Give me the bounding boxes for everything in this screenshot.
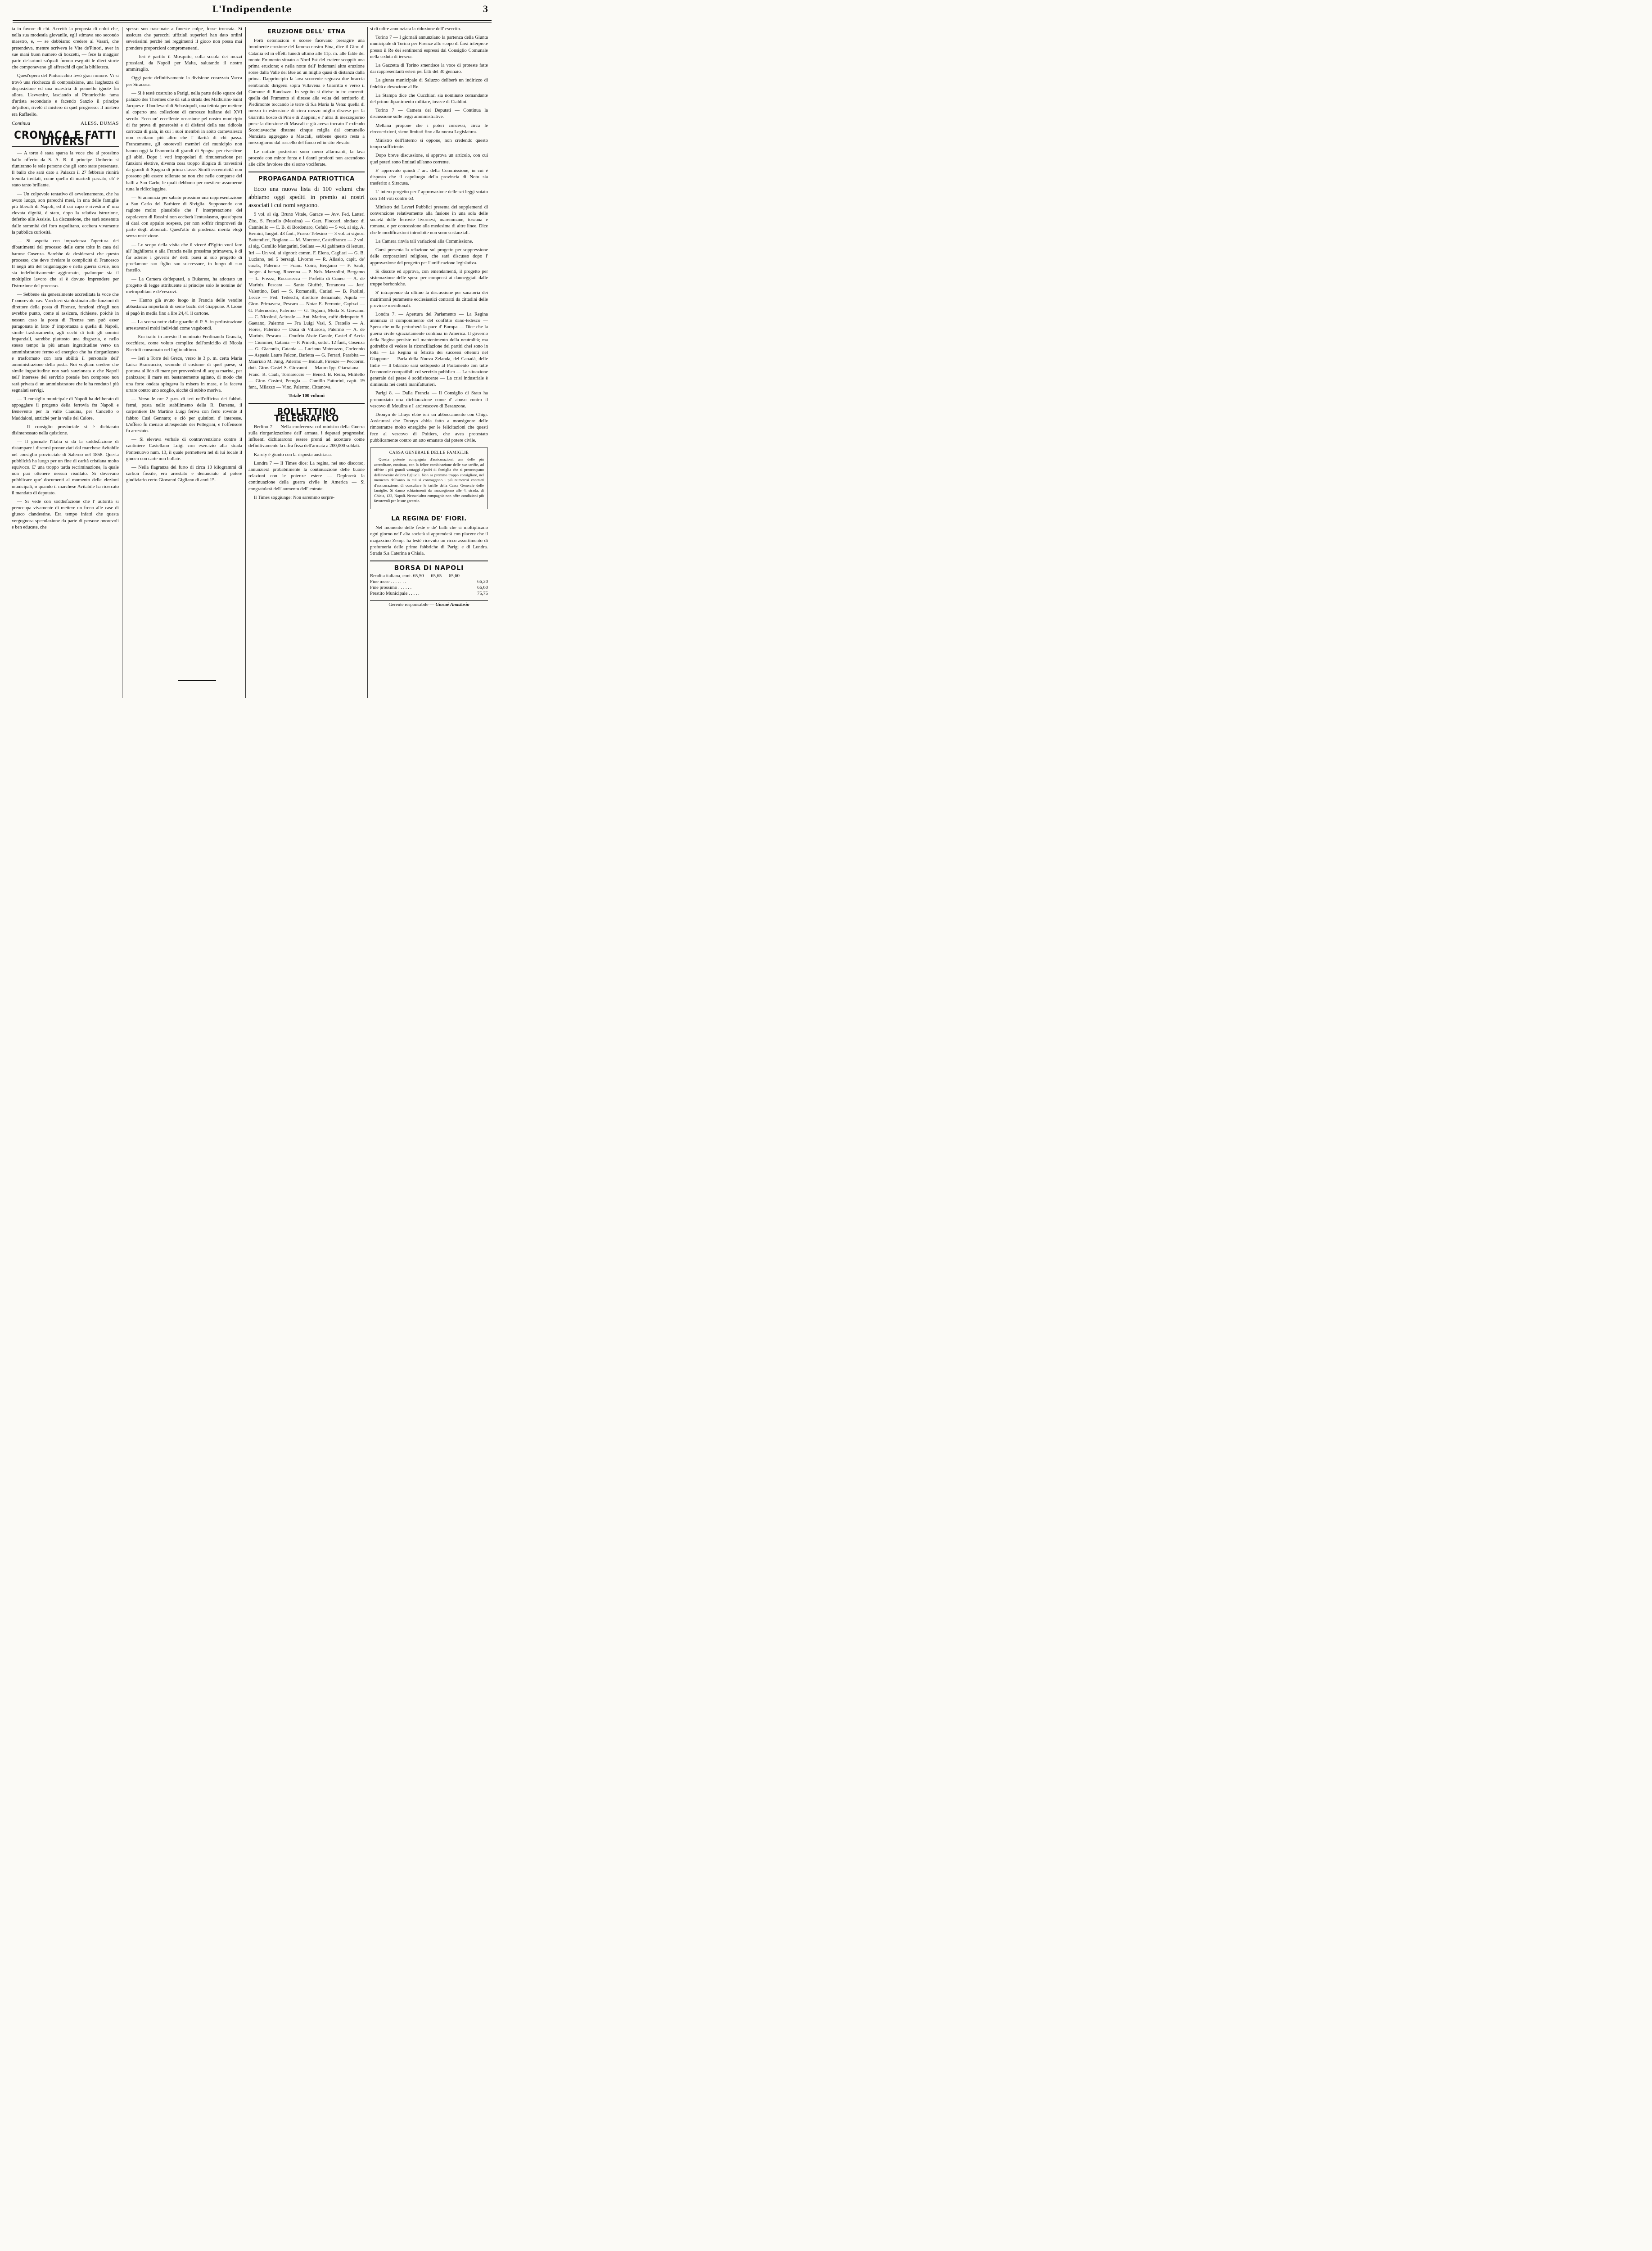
table-row	[370, 591, 488, 597]
serial-signature	[12, 120, 119, 127]
masthead	[13, 3, 492, 18]
insurance-ad-title: CASSA GENERALE DELLE FAMIGLIE	[389, 450, 469, 455]
page-number: 3	[483, 3, 488, 14]
gerente-line	[370, 600, 488, 608]
telegram-item: Parigi 8. — Dalla Francia — Il Consiglio di Stato ha pronunziato una dichiarazione come d' abuso contro il vescovo di Moulins e l' arcivescovo di Besanzone.	[370, 391, 488, 409]
telegram-item: Torino 7 — Camera dei Deputati — Continua la discussione sulle leggi amministrative.	[370, 108, 488, 120]
column-2	[126, 26, 242, 704]
news-item: — La scorsa notte dalle guardie di P. S. in perlustrazione arrestavansi molti individui come vagabondi.	[126, 319, 242, 331]
telegram-item: Corsi presenta la relazione sul progetto per soppressione delle corporazioni religiose, che sarà discusso dopo l' approvazione del progetto per l' unificazione legislativa.	[370, 248, 488, 266]
news-item: — Lo scopo della visita che il viceré d'Egitto vuol fare all' Inghilterra e alla Francia nella prossima primavera, è di far aderire i governi de' detti paesi al suo progetto di proclamare suo figlio suo successore, in luogo di suo fratello.	[126, 242, 242, 273]
telegram-item: La Gazzetta di Torino smentisce la voce di proteste fatte dai rappresentanti esteri pei fatti del 30 gennaio.	[370, 63, 488, 75]
borsa-title: BORSA DI NAPOLI	[394, 565, 464, 572]
news-item: — Era tratto in arresto il nominato Ferdinando Granata, cocchiere, come voluto complice dell'omicidio di Nicola Riccioli consumato nel luglio ultimo.	[126, 334, 242, 353]
telegram-item: Si discute ed approva, con emendamenti, il progetto per sistemazione delle spese per compensi ai danneggiati dalle truppe borboniche.	[370, 269, 488, 287]
telegram-item: Il Times soggiunge: Non saremmo sorpre-	[254, 495, 335, 500]
telegram-item: si di udire annunziata la riduzione dell' esercito.	[370, 27, 461, 32]
telegram-item: Ministro dell'Interno si oppone, non credendo questo tempo sufficiente.	[370, 138, 488, 150]
section-title: CRONACA E FATTI DIVERSI	[12, 132, 119, 147]
news-item: — Ieri a Torre del Greco, verso le 3 p. m. certa Maria Luisa Brancaccio, secondo il costume di quel paese, si portava al lido di mare per provvedersi di acqua marina, per panizzare; il mare era bastantemente agitato, di modo che una forte ondata spingeva la misera in mare, e la faceva urtare contro uno scoglio, sicchè di subito moriva.	[126, 356, 242, 393]
telegram-item: La giunta municipale di Saluzzo deliberò un indirizzo di fedeltà e devozione al Re.	[370, 78, 488, 90]
newspaper-title: L'Indipendente	[212, 4, 292, 14]
etna-paragraph: Le notizie posteriori sono meno allarmanti, la lava procede con minor forza e i danni prodotti non ascendono alle cifre favolose che si sono vociferate.	[248, 149, 365, 167]
news-item: — A torto è stata sparsa la voce che al prossimo ballo offerto da S. A. R. il principe Umberto si riuniranno le sole persone che gli sono state presentate. Il ballo che sarà dato a Palazzo il 27 febbraio riunirà tremila invitati, come quello di martedì passato, ch' è stato tanto brillante.	[12, 151, 119, 188]
telegram-item: Torino 7 — I giornali annunziano la partenza della Giunta municipale di Torino per Firenze allo scopo di farsi interprete presso il Re dei sentimenti espressi dal Consiglio Comunale nella seduta di iersera.	[370, 35, 488, 59]
borsa-label: Prestito Municipale . . . . .	[370, 591, 420, 597]
regina-title: LA REGINA DE' FIORI.	[391, 515, 467, 522]
telegram-item: L' intero progetto per l' approvazione delle sei leggi votato con 184 voti contro 63.	[370, 190, 488, 201]
telegram-item: Londra 7 — Il Times dice: La regina, nel suo discorso, annunzierà probabilmente la continuazione delle buone relazioni con le potenze estere — Deplorerà la continuazione della guerra civile in America — Si congratulerà dell' aumento dell' entrate.	[248, 461, 365, 492]
telegram-item: S' intraprende da ultimo la discussione per sanatoria dei matrimonii puramente ecclesiastici contratti da cittadini delle province meridionali.	[370, 290, 488, 308]
borsa-label: Fine mese . . . . . . .	[370, 579, 406, 585]
regina-text: Nel momento delle feste e de' balli che si moltiplicano ogni giorno nell' alta società si apprenderà con piacere che il magazzino Zempt ha testè ricevuto un ricco assortimento di profumeria delle prime fabbriche di Parigi e di Londra. Strada S.a Caterina a Chiaia.	[370, 525, 488, 556]
news-item: Oggi parte definitivamente la divisione corazzata Vacca per Siracusa.	[126, 76, 242, 87]
serial-paragraph: Quest'opera del Pinturicchio levò gran romore. Vi si trovò una ricchezza di composizione, una larghezza di disposizione ed una maestria di pennello ignote fin allora. L'avvenire, lasciando al Pinturicchio fama d'artista secondario e facendo Sanzio il principe de'pittori, rivelò il mistero di quel progresso: il mistero era Raffaello.	[12, 73, 119, 117]
news-item: — Il consiglio municipale di Napoli ha deliberato di appoggiare il progetto della ferrovia fra Napoli e Benevento per la valle Caudina, per Cancello o Maddaloni, anzichè per la valle del Calore.	[12, 396, 119, 421]
news-item: — Si elevava verbale di contravvenzione contro il cantiniere Castellano Luigi con esercizio alla strada Pontenuovo num. 13, il quale permetteva nel di lui locale il giuoco con carte non bollate.	[126, 437, 242, 461]
borsa-value: 75,75	[477, 591, 488, 597]
propaganda-list: 9 vol. al sig. Bruno Vitale, Garace — Avv. Fed. Latteri Zito, S. Fratello (Messina) — Gaet. Floccari, sindaco di Cannitello — C. B. di Bordonaro, Cefalù — 5 vol. al sig. A. Bernini, luogot. 43 fant., Frasso Telesino — 3 vol. ai signori Battendieri, Rogiano — M. Morcone, Castelfranco — 2 vol. al sig. Camillo Mangarini, Stellata — Al gabinetto di lettura, Itri — Un vol. ai signori: comm. F. Elena, Cagliari — G. B. Luciano, nel 5 bersagl. Livorno — R. Allasio, capit. de' carab., Palermo — Franc. Coira, Bergamo — F. Sauli, luogot. 4 bersag. Ravenna — P. Nob. Mazzolini, Bergamo — L. Frezza, Roccasecca — Prefetto di Cuneo — A. de Marinis, Pescara — Santo Giuffrè, Terranova — Jetri Valentino, Bari — S. Romanelli, Cariati — B. Paolini, Lecce — Fed. Tedeschi, direttore demaniale, Aquila — Giov. Primavera, Pescara — Notar E. Ferrante, Capizzi — G. Paternostro, Palermo — G. Tegami, Motta S. Giovanni — C. Nicolosi, Acireale — Ant. Marino, caffè dirimpetto S. Gaetano, Palermo — Fra Luigi Vasi, S. Fratello — A. Flores, Palermo — Duca di Villarosa, Palermo — A. de Marinis, Pescara — Onofrio Abate Canale, Castel d' Accia — Ciummei, Catania — P. Prinetti, sottot. 12 fant., Cosenza — G. Giaconia, Catania — Luciano Materazzo, Corleonio — Aspasia Lauro Falcon, Barletta — G. Ferrari, Parabita — Maurizio M. Jung, Palermo — Bidault, Firenze — Peccorini dott. Giov. Castel S. Giovanni — Mauro Ipp. Giarratana — Franc. B. Cauli, Tornareccio — Bened. B. Reina, Militello — Giov. Cosimi, Perugia — Camillo Fattorini, capit. 19 fant., Milazzo — Vinc. Palermo, Cittanova.	[248, 212, 365, 390]
column-divider	[367, 27, 368, 698]
borsa-label: Fine prossimo . . . . . .	[370, 585, 412, 591]
header-rule	[13, 20, 492, 21]
column-divider	[245, 27, 246, 698]
gerente-label: Gerente responsabile —	[388, 602, 434, 608]
borsa-label: Rendita italiana, cont. 65,50 — 65,65 — 65,60	[370, 574, 460, 579]
news-item: — Ieri è partito il Mosquito, colla scuola dei mozzi prussiani, da Napoli per Malta, salutando il nostro ammiraglio.	[126, 54, 242, 72]
author-name: ALESS. DUMAS	[81, 120, 119, 126]
borsa-table	[370, 573, 488, 597]
news-item: — Il consiglio provinciale si è dichiarato disinteressato nella quistione.	[12, 424, 119, 436]
news-item: — Sebbene sia generalmente accreditata la voce che l' onorevole cav. Vacchieri sia destinato alle funzioni di direttore della posta di Firenze, funzioni ch'egli non avrebbe punto, come si assicura, richieste, poichè in nessun caso la posta di Firenze non può esser paragonata in fatto d' importanza a quella di Napoli, simile traslocamento, agli occhi di tutti gli uomini imparziali, sarebbe piuttosto una disgrazia, e nello stesso tempo la più amara ingratitudine verso un amministratore fermo ed energico che ha riorganizzato e trasformato con rara abilità il personale dell' amministrazione della posta. Noi vogliam credere che simile ingratitudine non sarà sanzionata e che Napoli nell' interesse del servizio postale ben compreso non sarà privata d' un amministratore che le ha renduto i più segnalati servigi.	[12, 292, 119, 393]
telegram-item: Karoly è giunto con la risposta austriaca.	[254, 452, 332, 457]
etna-title: ERUZIONE DELL' ETNA	[267, 28, 346, 35]
table-row	[370, 573, 488, 579]
telegram-item: E' approvato quindi l' art. della Commissione, in cui è disposto che il capoluogo della provincia di Noto sia trasferito a Siracusa.	[370, 168, 488, 186]
propaganda-title: PROPAGANDA PATRIOTTICA	[258, 176, 355, 183]
news-item: — Un colpevole tentativo di avvelenamento, che ha avuto luogo, son parecchi mesi, in una delle famiglie più liberali di Napoli, ed il cui capo è rivestito d' una elevata dignità, è stato, dopo la relativa istruzione, deferito alle Assisie. La discussione, che sarà sostenuta dalle sommità del foro napolitano, eccitera vivamente la pubblica curiosità.	[12, 191, 119, 235]
table-row	[370, 585, 488, 591]
bollettino-title: BOLLETTINO TELEGRAFICO	[274, 406, 339, 424]
news-item: — Si annunzia per sabato prossimo una rappresentazione a San Carlo del Barbiere di Siviglia. Supponendo con ragione molto plausibile che l' interpretazione del capolavoro di Rossini non ecciterà l'entusiasmo, quest'opera si darà con appalto sospeso, per non soffrir rimproveri da parte degli abbonati. Quest'atto di prudenza merita elogi senza restrizione.	[126, 195, 242, 239]
news-item: — Verso le ore 2 p.m. di ieri nell'officina dei fabbri-ferrai, posta nello stabilimento della R. Darsena, il carpentiere De Martino Luigi feriva con ferro rovente il fabbro Cusi Gennaro; e ciò per quistioni d' interesse. L'offeso fu menato all'ospedale dei Pellegrini, e l'offensore fu arrestato.	[126, 396, 242, 434]
propaganda-total: Totale 100 volumi	[288, 393, 325, 399]
news-item: — Hanno già avuto luogo in Francia delle vendite abbastanza importanti di seme bachi del Giappone. A Lione si pagò in media fino a lire 24,41 il cartone.	[126, 298, 242, 316]
telegram-item: Berlino 7 — Nella conferenza col ministro della Guerra sulla riorganizzazione dell' armata, i deputati progressisti influenti dichiararono essere pronti ad accettare come definitivamente la cifra fissa dell'armata a 200,000 soldati.	[248, 424, 365, 449]
telegram-item: La Stampa dice che Cucchiari sia nominato comandante del primo dipartimento militare, invece di Cialdini.	[370, 93, 488, 105]
column-1	[12, 26, 119, 704]
news-item: — Si vede con soddisfazione che l' autorità si preoccupa vivamente di mettere un freno alle case di giuoco clandestine. Era tempo infatti che questa vergognosa speculazione da parte di persone onorevoli e ben educate, che	[12, 499, 119, 530]
telegram-item: La Camera rinvia tali variazioni alla Commissione.	[375, 239, 473, 244]
insurance-ad	[370, 447, 488, 509]
column-4	[370, 26, 488, 704]
serial-paragraph: ta in favore di chi. Accettò la proposta di colui che, nella sua modestia giovanile, egli stimava suo secondo maestro, e, — se dobbiamo credere al Vasari, che pretendeva, mentre scriveva le Vite de'Pittori, aver in sue mani buon numero di bozzetti, — fece la maggior parte de'cartoni su'quali furono eseguiti le dieci storie che componevano gli affreschi di quella biblioteca.	[12, 27, 119, 70]
newspaper-page	[0, 0, 504, 708]
etna-paragraph: Forti detonazioni e scosse facevano presagire una imminente eruzione del famoso nostro Etna, dice il Gior. di Catania ed in effetti lunedì ultimo alle 11p. m. alle falde del monte Frumento situato a Nord Est del cratere scoppiò una prima eruzione; e nella notte dell' indomani altra eruzione sorse dalla Valle del Bue ad un miglio quasi di distanza dalla prima. Dapprincipio la lava scorrente segnava due braccia sembrando dirigersi sopra Villavena e Giarritta e verso il Comune di Randazzo. In seguito si divise in tre correnti: quella del Frumento si diresse alla volta del territorio di Piedimonte toccando le terre di S.a Maria la Vena: quella di mezzo in estensione di circa mezzo miglio discese per la Giarritta bosco di Pini e di Zappini; e l' altra di mezzogiorno prese la direzione di Mascali e già aveva toccato l' exfeudo Scorciavacche distante cinque miglia dal comunello Nunziata aggregato a Mascali, sebbene questo resta a mezzogiorno dal ruscello del fuoco ed in sito elevato.	[248, 38, 365, 146]
end-dash	[178, 680, 216, 681]
news-item: spesso son trascinate a funeste colpe, fosse troncata. Si assicura che parecchi uffiziali superiori han dato ordini severissimi perchè nei reggimenti il gioco non possa mai prendere proporzioni compromettenti.	[126, 27, 242, 51]
borsa-value: 66,60	[477, 585, 488, 591]
news-item: — Nella flagranza del furto di circa 10 kilogrammi di carbon fossile, era arrestato e denunciato al potere giudiziario certo Giovanni Gigliano di anni 15.	[126, 465, 242, 483]
borsa-value	[467, 573, 488, 579]
borsa-value: 66,20	[477, 579, 488, 585]
gerente-name: Giosuè Anastasio	[435, 602, 469, 608]
telegram-item: Drouyn de Lhuys ebbe ieri un abboccamento con Chigi. Assicurasi che Drouyn abbia fatto a monsignore delle rimostranze molto energiche per le felicitazioni che questi fece al vescovo di Poitiers, che avea protestato pubblicamente contro un atto emanato dal potere civile.	[370, 412, 488, 443]
section-divider	[248, 403, 365, 404]
table-row	[370, 579, 488, 585]
news-item: — Si è testè costruito a Parigi, nella parte dello square del palazzo des Thermes che dà sulla strada des Mathurins-Saint Jacques e il boulevard di Sebastopoli, una tettoia per mettere al coperto una collezione di carrozze italiane del XVI secolo. Ecco un' eccellente occasione pel nostro municipio di far prova di generosità e di disfarsi della sua ridicola carrozza di gala, in cui i suoi membri in abito carnevalesco non eccitano più altro che l' ilarità di chi passa. Francamente, gli onorevoli membri del municipio non hanno oggi la fisonomia di grandi di Spagna per rivestirne gli abiti. Dopo i voti impopolari di rimunerazione per funzioni elettive, diventa cosa troppo illogica di travestirsi da grandi di Spagna di prima classe. Simili eccentricità non possono più essere tollerate se non che nelle comparse dei balli a San Carlo, le quali debbono per mestiere assumerne tutta la ridicolaggine.	[126, 90, 242, 192]
telegram-item: Mellana propone che i poteri concessi, circa le circoscrizioni, sieno limitati fino alla nuova Legislatura.	[370, 123, 488, 135]
section-divider	[370, 560, 488, 561]
continua-label: Continua	[12, 120, 30, 126]
insurance-ad-text: Questa potente compagnia d'assicurazioni, una delle più accreditate, continua, con la felice combinazione delle sue tariffe, ad offrire i più grandi vantaggi a'padri di famiglia che si preoccupano dell'avvenire de'loro figliuoli. Non sa premmo troppo consigliare, nel momento dell'anno in cui si contraggono i più numerosi contratti d'assicurazione, di consultare le tariffe della Cassa Generale delle famiglie. Si danno schiarimenti da mezzogiorno alle 4, strada, di Chiaia, 123, Napoli. Nessun'altra compagnia non offre condizioni più favorevoli per le sue garentie.	[374, 457, 484, 503]
news-item: — Il giornale l'Italia si dà la soddisfazione di ristampare i discorsi pronunziati dal marchese Avitabile nel consiglio provinciale di Salerno nel 1858. Questa pubblicità ha luogo per un fine di carità cristiana molto equivoco. E' una troppo tarda recriminazione, la quale non può ottenere nessun risultato. Si dovevano pubblicare que' documenti al momento delle elezioni municipali, o quando il marchese Avitabile ha ricercato il mandato di deputato.	[12, 439, 119, 496]
telegram-item: Londra 7. — Apertura del Parlamento — La Regina annunzia il componimento del conflitto dano-tedesco — Spera che nulla perturberà la pace d' Europa — Dice che la guerra civile sgraziatamente continua in America. Il governo della Regina persiste nel mantenimento della neutralità; ma godrebbe di vedere la riconciliazione dei partiti chei sono in lotta — La Regina si felicita dei successi ottenuti nel Giappone — Parla della Nuova Zelanda, del Canadà, delle Indie — Il bilancio sarà sottoposto al Parlamento con tutte l'economie compatibili col servizio pubblico — La situazione generale del paese è soddisfacente — La crisi industriale è diminuita nei centri manifatturieri.	[370, 312, 488, 388]
telegram-item: Dopo breve discussione, si approva un articolo, con cui quei poteri sono limitati all'anno corrente.	[370, 153, 488, 165]
news-item: — Si aspetta con impazienza l'apertura dei dibattimenti del processo delle carte tolte in casa del barone Cosenza. Sarebbe da desiderarsi che questo processo, che deve rivelare la complicità di Francesco II negli atti del brigantaggio e nella guerra civile, non sia indefinitivamente aggiornato, qualunque sia il moltiplice lavoro che si è dovuto imprendere per l'istruzione del processo.	[12, 239, 119, 289]
telegram-item: Ministro dei Lavori Pubblici presenta dei supplementi di convenzione relativamente alla fusione in una sola delle società delle ferrovie livornesi, maremmane, toscana e romana, e per concessione alla medesima di altre linee. Dice che le modificazioni introdotte non sono sostanziali.	[370, 204, 488, 235]
propaganda-intro: Ecco una nuova lista di 100 volumi che abbiamo oggi spediti in premio ai nostri associati i cui nomi seguono.	[248, 185, 365, 209]
news-item: — La Camera de'deputati, a Bukarest, ha adottato un progetto di legge attribuente al principe solo le nomine de' metropolitani e de'vescovi.	[126, 276, 242, 294]
column-3	[248, 26, 365, 704]
